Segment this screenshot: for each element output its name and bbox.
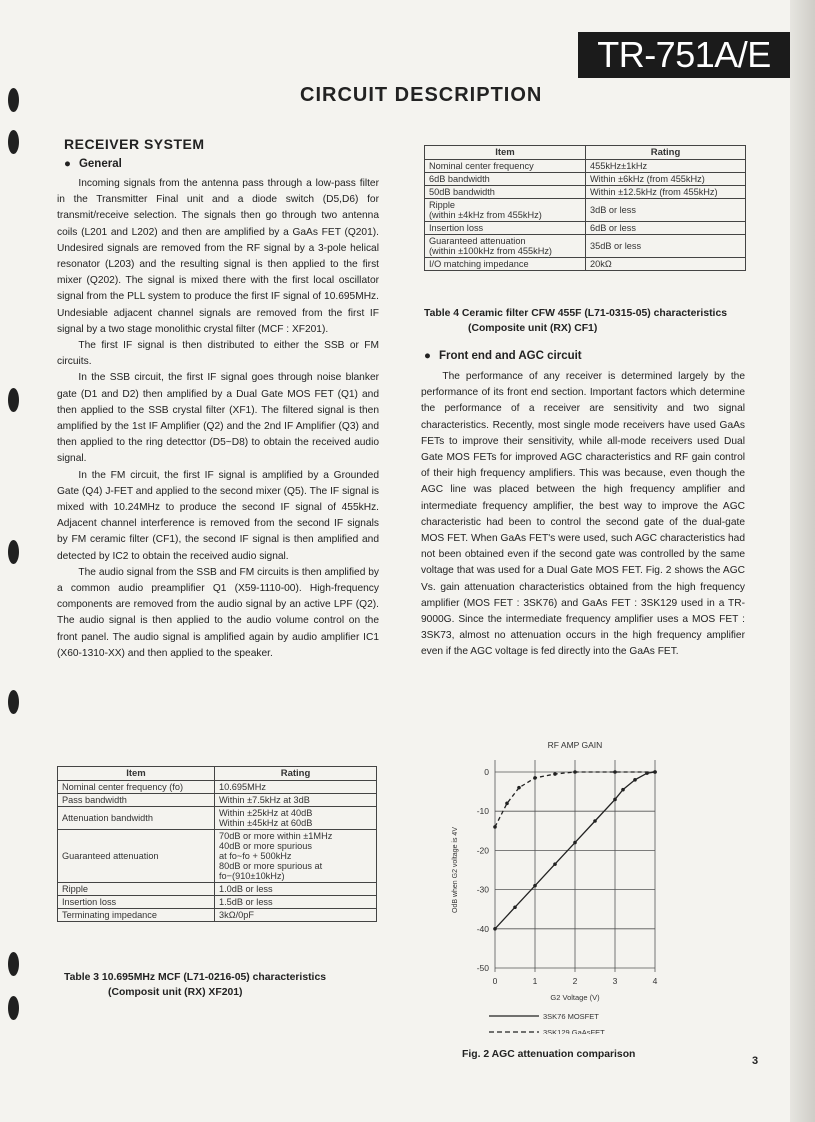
data-point <box>513 905 517 909</box>
rating-cell: Within ±25kHz at 40dB Within ±45kHz at 60dB <box>215 807 377 830</box>
data-point <box>505 802 509 806</box>
data-point <box>613 798 617 802</box>
general-heading <box>64 158 122 170</box>
y-tick-label: 0 <box>484 767 489 777</box>
table-row <box>425 258 746 271</box>
frontend-heading <box>424 350 582 362</box>
table-header: Item <box>425 146 586 160</box>
x-tick-label: 2 <box>572 976 578 986</box>
data-point <box>533 776 537 780</box>
paragraph: The audio signal from the SSB and FM circuits is then amplified by a common audio preamplifier Q1 (X59-1110-00). High-frequency components are removed from the audio signal by an active LPF (Q2). The audio signal is then applied to the audio volume control on the front panel. The audio signal is amplified again by audio amplifier IC1 (X60-1310-XX) and then applied to the speaker. <box>57 566 379 659</box>
item-cell: Insertion loss <box>425 222 586 235</box>
rating-cell: 35dB or less <box>586 235 746 258</box>
caption-line: (Composit unit (RX) XF201) <box>108 987 243 998</box>
rating-cell: Within ±12.5kHz (from 455kHz) <box>586 186 746 199</box>
item-cell: 50dB bandwidth <box>425 186 586 199</box>
data-point <box>553 772 557 776</box>
agc-chart <box>440 734 700 1034</box>
data-point <box>573 841 577 845</box>
binding-hole <box>8 540 19 564</box>
paragraph: In the FM circuit, the first IF signal is amplified by a Grounded Gate (Q4) J-FET and applied to the second mixer (Q5). The IF signal is mixed with 10.24MHz to produce the second IF signal of 455kHz. Adjacent channel interference is removed from the second IF signals by FM ceramic filter (CF1), the second IF signal is then amplified and detected by IC2 to obtain the received audio signal. <box>57 469 379 562</box>
table-row <box>58 896 377 909</box>
x-tick-label: 4 <box>652 976 658 986</box>
y-tick-label: -40 <box>476 923 489 934</box>
table-row <box>58 830 377 883</box>
paragraph: The performance of any receiver is determined largely by the performance of its front end section. Important factors which determine the performance of a receiver are sensitivity and two signal characteristics. Recently, most single mode receivers have used GaAs FETs to improve their sensitivity, while all-mode receivers used Dual Gate MOS FETs for improved AGC characteristics and RF gain control of their high frequency amplifiers. This was because, even though the AGC line was placed between the high frequency amplifier and intermediate frequency amplifier, the best way to improve the AGC characteristic had been to control the second gate of the dual-gate MOS FET. When GaAs FET's were used, such AGC characteristics had not been obtained even if the second gate was controlled by the same voltage that was used for a Dual Gate MOS FET. Fig. 2 shows the AGC Vs. gain attenuation characteristics obtained from the high frequency amplifier (MOS FET : 3SK76) and GaAs FET : 3SK129 used in a TR-9000G. Since the intermediate frequency amplifier uses a MOS FET : 3SK73, almost no attenuation occurs in the high frequency amplifier even if the AGC voltage is fed directly into the GaAs FET. <box>421 371 745 658</box>
rating-cell: 3dB or less <box>586 199 746 222</box>
item-cell: Guaranteed attenuation <box>58 830 215 883</box>
table-row <box>425 173 746 186</box>
rating-cell: 1.5dB or less <box>215 896 377 909</box>
item-cell: I/O matching impedance <box>425 258 586 271</box>
data-point <box>493 927 497 931</box>
x-tick-label: 1 <box>532 976 538 986</box>
table-3-caption <box>64 970 326 1000</box>
rating-cell: Within ±7.5kHz at 3dB <box>215 794 377 807</box>
data-point <box>573 770 577 774</box>
table-4 <box>424 145 746 271</box>
binding-hole <box>8 130 19 154</box>
rating-cell: 20kΩ <box>586 258 746 271</box>
binding-hole <box>8 952 19 976</box>
binding-hole <box>8 996 19 1020</box>
rating-cell: 1.0dB or less <box>215 883 377 896</box>
data-point <box>593 819 597 823</box>
data-point <box>533 884 537 888</box>
table-4-caption <box>424 306 727 336</box>
caption-line: Table 4 Ceramic filter CFW 455F (L71-0315-05) characteristics <box>424 308 727 319</box>
receiver-text <box>57 176 379 662</box>
table-3 <box>57 766 377 922</box>
frontend-heading-text: Front end and AGC circuit <box>438 350 582 362</box>
binding-hole <box>8 388 19 412</box>
bullet-icon: ● <box>424 350 431 362</box>
rating-cell: 6dB or less <box>586 222 746 235</box>
table-row <box>58 883 377 896</box>
legend-label: 3SK76 MOSFET <box>543 1012 599 1021</box>
item-cell: Terminating impedance <box>58 909 215 922</box>
item-cell: Insertion loss <box>58 896 215 909</box>
table-row <box>58 781 377 794</box>
data-point <box>493 825 497 829</box>
table-row <box>58 909 377 922</box>
x-axis-label: G2 Voltage (V) <box>550 993 600 1002</box>
paragraph: The first IF signal is then distributed to either the SSB or FM circuits. <box>57 340 379 368</box>
item-cell: Pass bandwidth <box>58 794 215 807</box>
table-header: Rating <box>586 146 746 160</box>
table-row <box>425 199 746 222</box>
data-point <box>621 788 625 792</box>
item-cell: Ripple (within ±4kHz from 455kHz) <box>425 199 586 222</box>
table-row <box>425 222 746 235</box>
table-row <box>58 794 377 807</box>
caption-line: (Composite unit (RX) CF1) <box>468 323 598 334</box>
y-tick-label: -10 <box>476 806 489 817</box>
item-cell: 6dB bandwidth <box>425 173 586 186</box>
binding-hole <box>8 88 19 112</box>
rating-cell: 455kHz±1kHz <box>586 160 746 173</box>
figure-caption: Fig. 2 AGC attenuation comparison <box>462 1049 636 1060</box>
item-cell: Nominal center frequency (fo) <box>58 781 215 794</box>
caption-line: Table 3 10.695MHz MCF (L71-0216-05) characteristics <box>64 972 326 983</box>
item-cell: Guaranteed attenuation (within ±100kHz from 455kHz) <box>425 235 586 258</box>
rating-cell: 10.695MHz <box>215 781 377 794</box>
paragraph: In the SSB circuit, the first IF signal goes through noise blanker gate (D1 and D2) then amplified by a Dual Gate MOS FET (Q1) and then applied to the SSB crystal filter (XF1). The filtered signal is then amplified by the 1st IF Amplifier (Q2) and the 2nd IF Amplifier (Q3) and then applied to the ring detecttor (D5~D8) to obtain the received audio signal. <box>57 372 379 465</box>
table-header: Item <box>58 767 215 781</box>
bullet-icon: ● <box>64 158 71 170</box>
page-title: CIRCUIT DESCRIPTION <box>300 84 543 106</box>
rating-cell: Within ±6kHz (from 455kHz) <box>586 173 746 186</box>
table-row <box>425 160 746 173</box>
item-cell: Nominal center frequency <box>425 160 586 173</box>
x-tick-label: 3 <box>612 976 618 986</box>
model-number-badge: TR-751A/E <box>578 32 790 78</box>
data-point <box>653 770 657 774</box>
rating-cell: 3kΩ/0pF <box>215 909 377 922</box>
section-heading: RECEIVER SYSTEM <box>64 136 205 152</box>
page-edge-shadow <box>790 0 815 1122</box>
y-tick-label: -50 <box>476 963 489 973</box>
general-heading-text: General <box>78 158 122 170</box>
y-tick-label: -30 <box>476 884 489 895</box>
table-row <box>425 186 746 199</box>
legend-label: 3SK129 GaAsFET <box>543 1028 605 1034</box>
data-point <box>553 862 557 866</box>
rating-cell: 70dB or more within ±1MHz 40dB or more spurious at fo~fo + 500kHz 80dB or more spurious at fo−(910±10kHz) <box>215 830 377 883</box>
data-point <box>613 770 617 774</box>
data-point <box>633 778 637 782</box>
table-row <box>425 235 746 258</box>
binding-hole <box>8 690 19 714</box>
page-number: 3 <box>752 1055 759 1067</box>
item-cell: Attenuation bandwidth <box>58 807 215 830</box>
y-tick-label: -20 <box>476 845 489 856</box>
item-cell: Ripple <box>58 883 215 896</box>
chart-title: RF AMP GAIN <box>547 740 603 750</box>
table-header: Rating <box>215 767 377 781</box>
x-tick-label: 0 <box>492 976 498 986</box>
table-row <box>58 807 377 830</box>
data-point <box>517 786 521 790</box>
frontend-text <box>421 369 745 661</box>
paragraph: Incoming signals from the antenna pass through a low-pass filter in the Transmitter Final unit and a diode switch (D5,D6) for transmit/receive selection. The signals then go through two antenna coils (L201 and L202) and then are amplified by a GaAs FET (Q201). Undesired signals are removed from the RF signal by a 3-pole helical resonator (L203) and the resulting signal is then applied to the first mixer (Q202). The signal is mixed there with the first local oscillator signal from the PLL system to produce the first IF signal of 10.695MHz. Undesiable adjacent channel signals are removed from the first IF signal by a two stage monolithic crystal filter (MCF : XF201). <box>57 178 379 335</box>
y-axis-label: OdB when G2 voltage is 4V <box>452 827 459 913</box>
